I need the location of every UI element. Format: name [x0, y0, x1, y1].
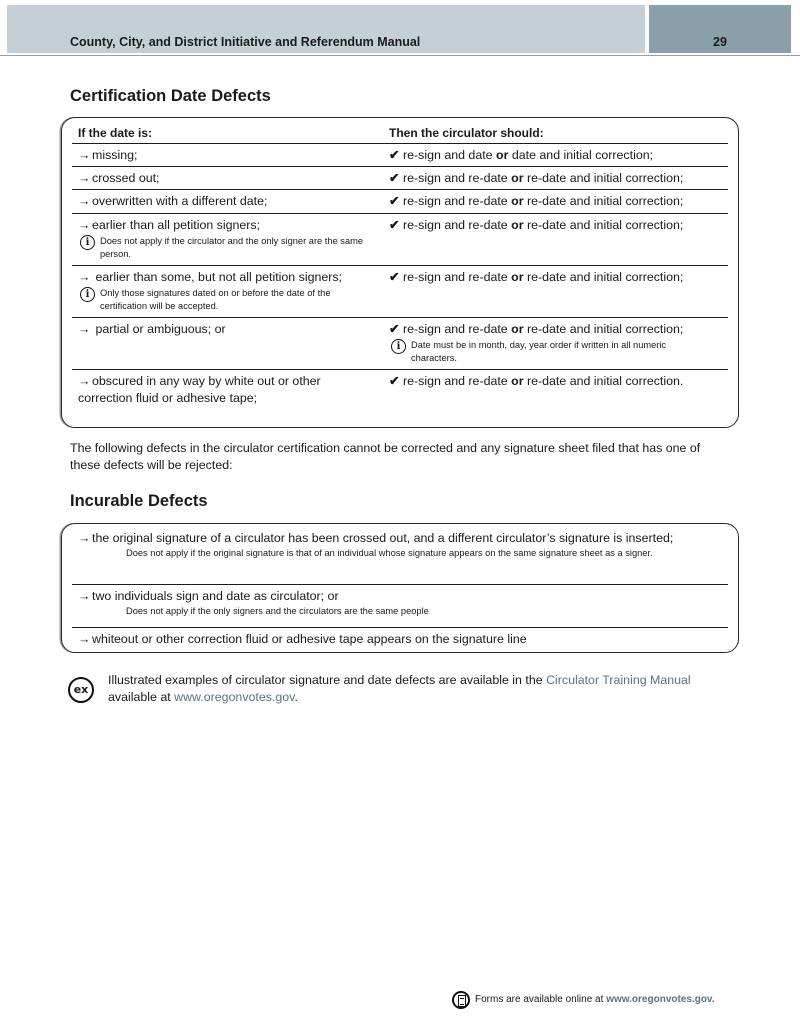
- column-header-action: Then the circulator should:: [389, 126, 544, 140]
- checkmark-icon: ✔: [389, 171, 400, 185]
- condition-cell: → overwritten with a different date;: [78, 194, 268, 208]
- action-cell: ✔ re-sign and re-date or re-date and initial correction;: [389, 270, 684, 284]
- action-cell: ✔ re-sign and re-date or re-date and initial correction.: [389, 374, 684, 388]
- footer-text: Forms are available online at www.oregonvotes.gov.: [475, 994, 715, 1005]
- arrow-icon: →: [78, 322, 91, 336]
- checkmark-icon: ✔: [389, 374, 400, 388]
- column-header-condition: If the date is:: [78, 126, 153, 140]
- table-row: [72, 370, 728, 420]
- table-row: [72, 144, 728, 167]
- checkmark-icon: ✔: [389, 270, 400, 284]
- page-number: 29: [713, 35, 727, 49]
- incurable-defects-list: [61, 523, 739, 653]
- list-item: → whiteout or other correction fluid or adhesive tape appears on the signature line: [78, 632, 527, 646]
- example-text: Illustrated examples of circulator signature and date defects are available in the Circulator Training Manual available at www.oregonvotes.gov.: [108, 673, 691, 704]
- intro-paragraph: The following defects in the circulator certification cannot be corrected and any signature sheet filed that has one of these defects will be rejected:: [70, 441, 701, 472]
- arrow-icon: →: [78, 632, 91, 646]
- page-header: [0, 0, 800, 56]
- arrow-icon: →: [78, 589, 91, 603]
- certification-defects-table: [61, 117, 739, 428]
- arrow-icon: →: [78, 374, 91, 388]
- item-note: Does not apply if the original signature is that of an individual whose signature appears on the same signature sheet as a signer.: [126, 548, 653, 558]
- item-note: Does not apply if the only signers and the circulators are the same people: [126, 606, 429, 616]
- arrow-icon: →: [78, 218, 91, 232]
- table-row: [72, 214, 728, 266]
- action-cell: ✔ re-sign and re-date or re-date and initial correction;: [389, 171, 684, 185]
- forms-document-icon: [452, 991, 470, 1009]
- condition-cell: → earlier than all petition signers; i Does not apply if the circulator and the only signer are the same person.: [78, 217, 378, 260]
- list-item: → two individuals sign and date as circulator; or Does not apply if the only signers and the circulators are the same people: [72, 585, 728, 628]
- example-icon: ex: [68, 677, 94, 703]
- info-icon: i: [80, 287, 95, 302]
- info-note: i Date must be in month, day, year order if written in all numeric characters.: [389, 339, 701, 364]
- action-cell: ✔ re-sign and re-date or re-date and initial correction;: [389, 218, 684, 232]
- info-note: i Does not apply if the circulator and the only signer are the same person.: [78, 235, 370, 260]
- info-icon: i: [80, 235, 95, 250]
- oregonvotes-link[interactable]: www.oregonvotes.gov: [174, 690, 295, 704]
- header-page-block: [649, 5, 791, 53]
- table-header-row: [72, 122, 728, 144]
- condition-cell: → missing;: [78, 148, 138, 162]
- condition-cell: → earlier than some, but not all petition signers; i Only those signatures dated on or before the date of the certification will be accepted.: [78, 269, 378, 312]
- arrow-icon: →: [78, 531, 91, 545]
- arrow-icon: →: [78, 148, 91, 162]
- table-row: [72, 318, 728, 370]
- incurable-heading: Incurable Defects: [70, 492, 208, 510]
- table-row: [72, 266, 728, 318]
- table-row: [72, 190, 728, 214]
- arrow-icon: →: [78, 194, 91, 208]
- checkmark-icon: ✔: [389, 218, 400, 232]
- condition-cell: → crossed out;: [78, 171, 160, 185]
- action-cell: ✔ re-sign and re-date or re-date and initial correction; i Date must be in month, day, year order if written in all numeric characters.: [389, 321, 734, 364]
- arrow-icon: →: [78, 270, 91, 284]
- condition-cell: → partial or ambiguous; or: [78, 322, 226, 336]
- table-row: [72, 167, 728, 190]
- checkmark-icon: ✔: [389, 148, 400, 162]
- action-cell: ✔ re-sign and date or date and initial correction;: [389, 148, 654, 162]
- condition-cell: → obscured in any way by white out or other correction fluid or adhesive tape;: [78, 374, 321, 405]
- circulator-training-manual-link[interactable]: Circulator Training Manual: [546, 673, 691, 687]
- info-icon: i: [391, 339, 406, 354]
- info-note: i Only those signatures dated on or before the date of the certification will be accepted.: [78, 287, 370, 312]
- list-item: → the original signature of a circulator has been crossed out, and a different circulator’s signature is inserted; Does not apply if the original signature is that of an individual whose signature appears on the same signature sheet as a signer.: [72, 527, 728, 585]
- header-title-block: [7, 5, 645, 53]
- manual-title: County, City, and District Initiative and Referendum Manual: [70, 35, 421, 49]
- footer-oregonvotes-link[interactable]: www.oregonvotes.gov.: [606, 994, 715, 1005]
- action-cell: ✔ re-sign and re-date or re-date and initial correction;: [389, 194, 684, 208]
- arrow-icon: →: [78, 171, 91, 185]
- certification-heading: Certification Date Defects: [70, 87, 271, 105]
- checkmark-icon: ✔: [389, 322, 400, 336]
- checkmark-icon: ✔: [389, 194, 400, 208]
